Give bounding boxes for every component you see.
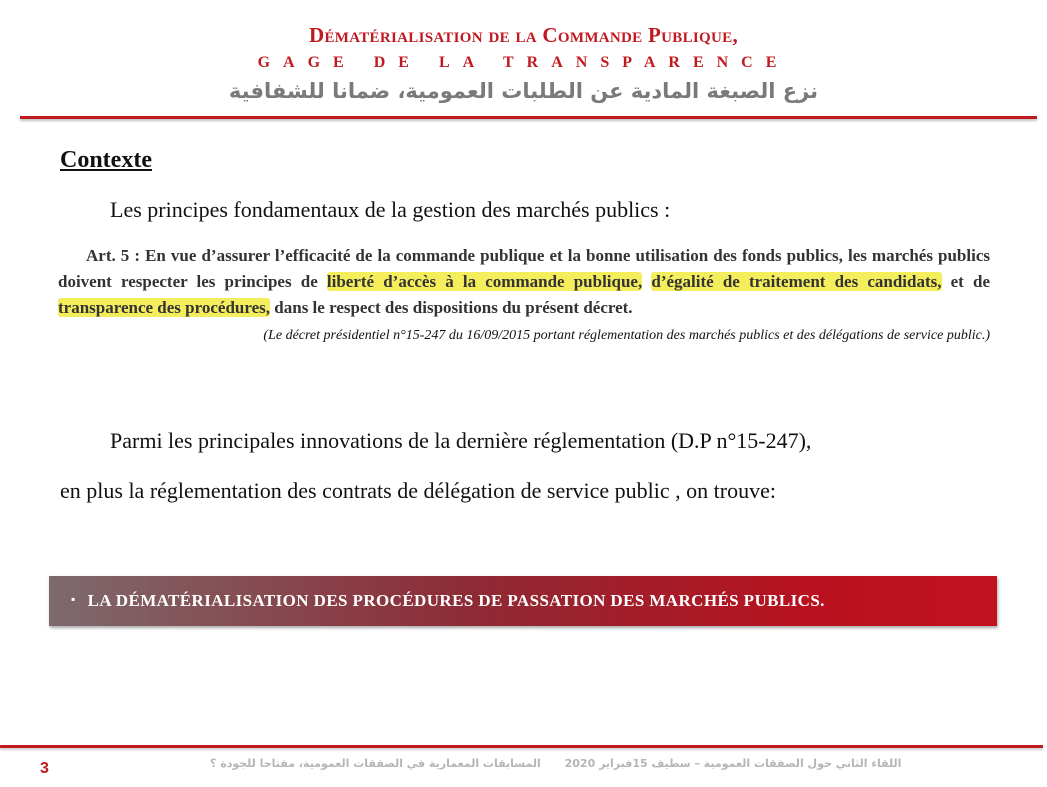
- article-text-1: : En vue d’assurer l’efficacité de la commande publique et la bonne utilisation des fonds publics, les marchés publics doivent respecter les principes de: [58, 246, 990, 291]
- innovation-banner: [49, 576, 997, 626]
- highlight-liberte: liberté d’accès à la commande publique,: [326, 272, 643, 291]
- footer-divider: [0, 745, 1043, 748]
- article-label: Art. 5: [86, 246, 130, 265]
- highlight-transparence: transparence des procédures,: [58, 298, 271, 317]
- intro-text: Les principes fondamentaux de la gestion des marchés publics :: [110, 197, 671, 222]
- decree-reference: (Le décret présidentiel n°15-247 du 16/09/2015 portant réglementation des marchés publics et des délégations de service public.): [263, 328, 990, 343]
- page-number: 3: [40, 760, 49, 777]
- article-text-3: et de: [941, 272, 990, 291]
- article-text-2: [642, 272, 651, 291]
- highlight-egalite: d’égalité de traitement des candidats,: [651, 272, 942, 291]
- body-paragraph-2: en plus la réglementation des contrats de délégation de service public , on trouve:: [60, 478, 776, 503]
- article-excerpt: [58, 243, 990, 321]
- body-paragraph-1: Parmi les principales innovations de la dernière réglementation (D.P n°15-247),: [110, 428, 812, 453]
- header-divider: [20, 116, 1037, 119]
- header-title-ar: نزع الصبغة المادية عن الطلبات العمومية، ضمانا للشفافية: [228, 79, 819, 103]
- article-text-4: dans le respect des dispositions du présent décret.: [270, 298, 633, 317]
- square-bullet-icon: ▪: [71, 591, 76, 606]
- header-subtitle-fr: GAGE DE LA TRANSPARENCE: [257, 54, 790, 71]
- footer-text: [200, 757, 902, 770]
- footer-text-left: المسابقات المعمارية في الصفقات العمومية، مفتاحا للجودة ؟: [210, 757, 541, 770]
- footer-text-right: اللقاء الثاني حول الصفقات العمومية – سطيف 15فبراير 2020: [564, 757, 902, 770]
- section-heading: Contexte: [60, 147, 152, 173]
- header-title-fr: Dématérialisation de la Commande Publique,: [309, 23, 738, 47]
- banner-text: LA DÉMATÉRIALISATION DES PROCÉDURES DE PASSATION DES MARCHÉS PUBLICS.: [87, 591, 825, 610]
